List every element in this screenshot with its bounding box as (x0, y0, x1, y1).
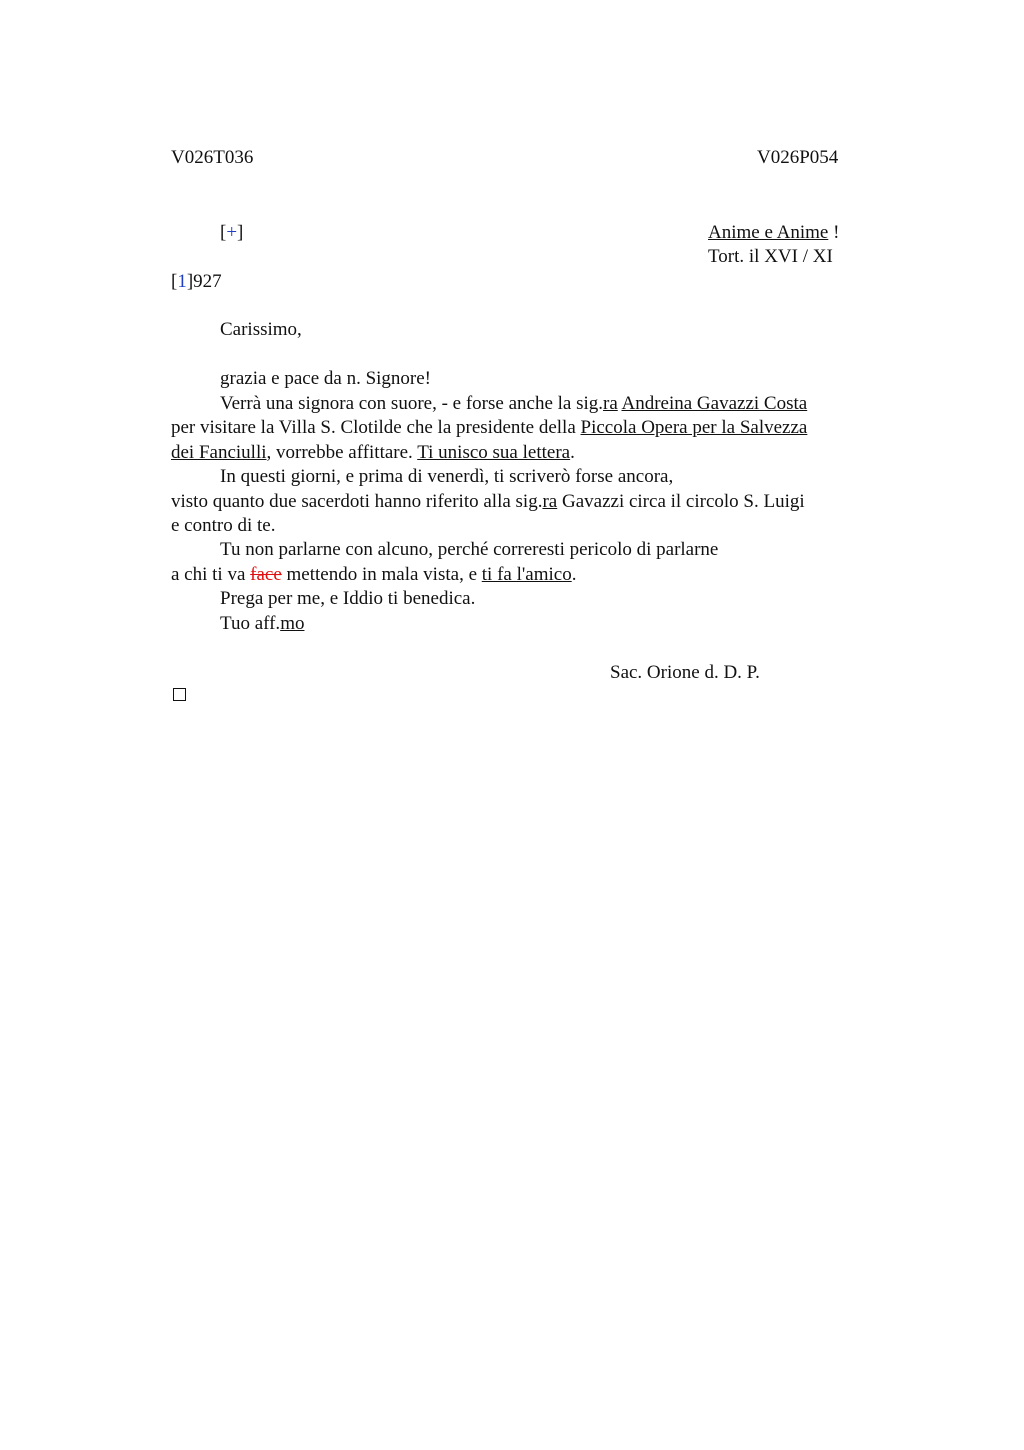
paragraph-1-line-2: per visitare la Villa S. Clotilde che la presidente della Piccola Opera per la Salvezza (171, 417, 808, 438)
document-code-left: V026T036 (171, 147, 254, 168)
paragraph-3-line-1: Tu non parlarne con alcuno, perché correresti pericolo di parlarne (220, 539, 719, 560)
paragraph-3-line-2: a chi ti va face mettendo in mala vista, e ti fa l'amico. (171, 564, 577, 585)
deleted-word: face (250, 564, 282, 585)
blessing: Prega per me, e Iddio ti benedica. (220, 588, 476, 609)
end-checkbox[interactable] (173, 688, 186, 701)
organization-name: Piccola Opera per la Salvezza (580, 417, 808, 438)
paragraph-2-line-1: In questi giorni, e prima di venerdì, ti scriverò forse ancora, (220, 466, 674, 487)
closing: Tuo aff.mo (220, 613, 305, 634)
signature: Sac. Orione d. D. P. (610, 662, 760, 683)
person-name: Andreina Gavazzi Costa (621, 393, 808, 414)
organization-name-cont: dei Fanciulli (171, 442, 267, 463)
year-line: [1]927 (171, 271, 222, 292)
paragraph-2-line-2: visto quanto due sacerdoti hanno riferito alla sig.ra Gavazzi circa il circolo S. Luigi (171, 491, 805, 512)
paragraph-1-line-3: dei Fanciulli, vorrebbe affittare. Ti unisco sua lettera. (171, 442, 575, 463)
salutation: Carissimo, (220, 319, 302, 340)
paragraph-2-line-3: e contro di te. (171, 515, 276, 536)
year-note-link[interactable]: 1 (177, 271, 187, 292)
motto: Anime e Anime ! (708, 222, 840, 243)
paragraph-1-line-1: Verrà una signora con suore, - e forse anche la sig.ra Andreina Gavazzi Costa (220, 393, 808, 414)
cross-link[interactable]: + (226, 222, 238, 243)
page-code-right: V026P054 (757, 147, 839, 168)
place-date: Tort. il XVI / XI (708, 246, 833, 267)
greeting: grazia e pace da n. Signore! (220, 368, 432, 389)
cross-marker: [+] (220, 222, 244, 243)
